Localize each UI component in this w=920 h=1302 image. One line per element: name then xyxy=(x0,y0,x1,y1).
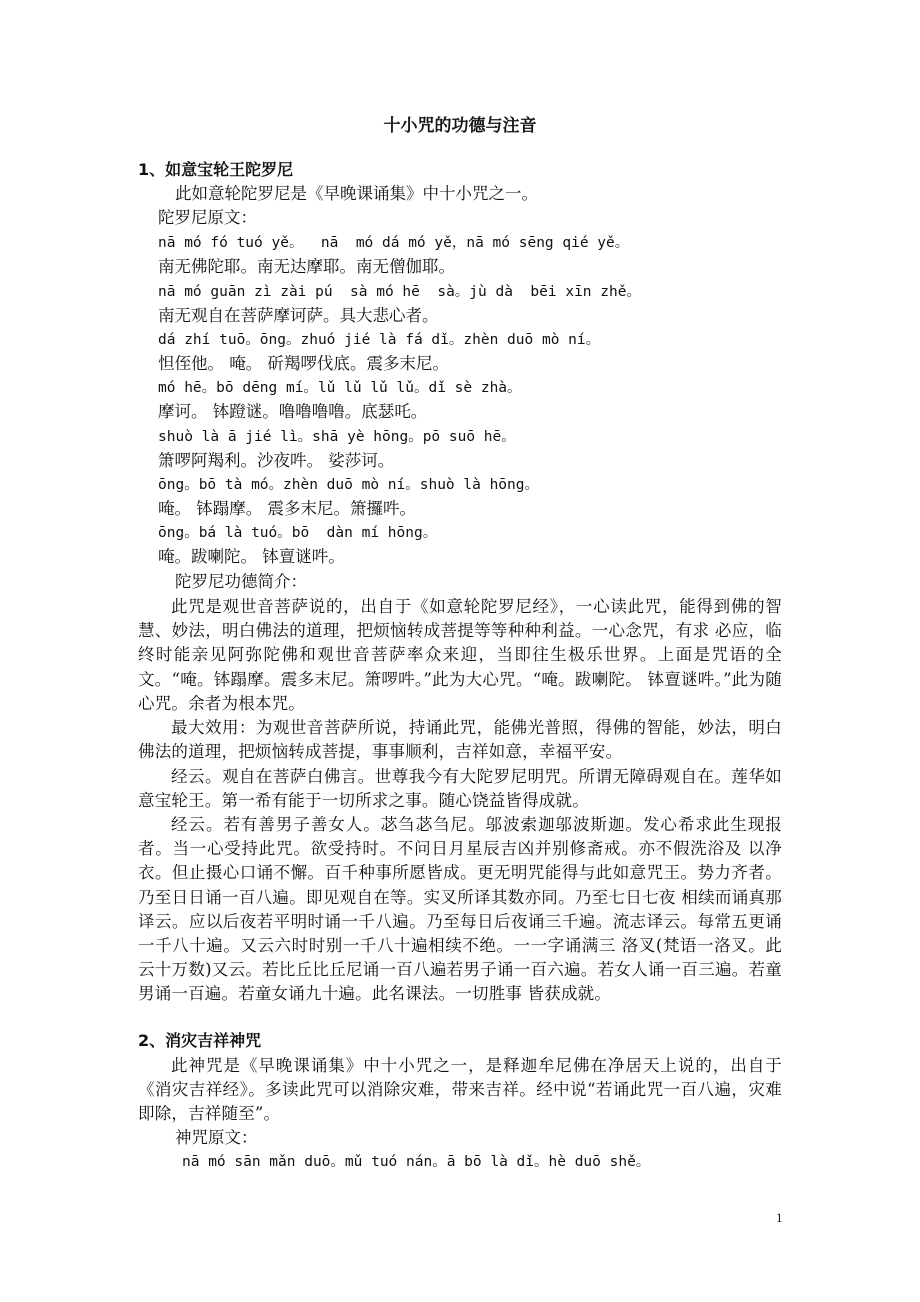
chinese-line-2: 南无观自在菩萨摩诃萨。具大悲心者。 xyxy=(158,306,439,325)
section-1-original-label: 陀罗尼原文： xyxy=(158,208,257,227)
pinyin-line-7: ōng。bá là tuó。bō dàn mí hōng。 xyxy=(158,525,438,541)
pinyin-line-2: nā mó guān zì zài pú sà mó hē sà。jù dà bēi xīn zhě。 xyxy=(158,284,641,300)
chinese-line-3: 怛侄他。 唵。 斫羯啰伐底。震多末尼。 xyxy=(158,354,449,373)
section-1-intro: 此如意轮陀罗尼是《早晚课诵集》中十小咒之一。 xyxy=(175,184,538,203)
pinyin-line-3: dá zhí tuō。ōng。zhuó jié là fá dǐ。zhèn duō mò ní。 xyxy=(158,332,601,348)
chinese-line-7: 唵。跋喇陀。 钵亶谜吽。 xyxy=(158,547,345,566)
chinese-line-6: 唵。 钵蹋摩。 震多末尼。箫攞吽。 xyxy=(158,499,416,518)
merit-paragraph-3: 经云。观自在菩萨白佛言。世尊我今有大陀罗尼明咒。所谓无障碍观自在。莲华如意宝轮王。第一希有能于一切所求之事。随心饶益皆得成就。 xyxy=(138,767,782,811)
section-1-heading: 1、如意宝轮王陀罗尼 xyxy=(138,160,294,179)
document-title: 十小咒的功德与注音 xyxy=(383,116,537,136)
pinyin-line-1: nā mó fó tuó yě。 nā mó dá mó yě，nā mó sēng qié yě。 xyxy=(158,235,630,251)
merit-paragraph-2: 最大效用：为观世音菩萨所说，持诵此咒，能佛光普照，得佛的智能，妙法，明白佛法的道理，把烦恼转成菩提，事事顺利，吉祥如意，幸福平安。 xyxy=(138,718,782,762)
section-1-merit-label: 陀罗尼功德简介： xyxy=(175,572,307,591)
section-2-paragraph: 此神咒是《早晚课诵集》中十小咒之一，是释迦牟尼佛在净居天上说的，出自于《消灾吉祥经》。多读此咒可以消除灾难，带来吉祥。经中说“若诵此咒一百八遍，灾难即除，吉祥随至”。 xyxy=(138,1056,782,1124)
pinyin-line-6: ōng。bō tà mó。zhèn duō mò ní。shuò là hōng。 xyxy=(158,477,539,493)
pinyin-line-4: mó hē。bō dēng mí。lǔ lǔ lǔ lǔ。dǐ sè zhà。 xyxy=(158,380,522,396)
section-2-original-label: 神咒原文： xyxy=(175,1128,258,1147)
section-2-pinyin-line-1: nā mó sān mǎn duō。mǔ tuó nán。ā bō là dǐ。hè duō shě。 xyxy=(182,1154,651,1170)
merit-paragraph-4: 经云。若有善男子善女人。苾刍苾刍尼。邬波索迦邬波斯迦。发心希求此生现报者。当一心受持此咒。欲受持时。不问日月星辰吉凶并别修斋戒。亦不假洗浴及 以净衣。但止摄心口诵不懈。百千种事所愿皆成。更无明咒能得与此如意咒王。势力齐者。乃至日日诵一百八遍。即见观自在等。实叉所译其数亦同。乃至七日七夜 相续而诵真那译云。应以后夜若平明时诵一千八遍。乃至每日后夜诵三千遍。流志译云。每常五更诵一千八十遍。又云六时时别一千八十遍相续不绝。一一字诵满三 洛叉(梵语一洛叉。此云十万数)又云。若比丘比丘尼诵一百八遍若男子诵一百六遍。若女人诵一百三遍。若童男诵一百遍。若童女诵九十遍。此名课法。一切胜事 皆获成就。 xyxy=(138,815,782,1004)
chinese-line-5: 箫啰阿羯利。沙夜吽。 娑莎诃。 xyxy=(158,451,395,470)
section-2-heading: 2、消灾吉祥神咒 xyxy=(138,1031,262,1050)
page-number: 1 xyxy=(776,1210,783,1225)
pinyin-line-5: shuò là ā jié lì。shā yè hōng。pō suō hē。 xyxy=(158,429,516,445)
chinese-line-4: 摩诃。 钵蹬谜。噜噜噜噜。底瑟吒。 xyxy=(158,402,428,421)
merit-paragraph-1: 此咒是观世音菩萨说的，出自于《如意轮陀罗尼经》，一心读此咒，能得到佛的智慧、妙法，明白佛法的道理，把烦恼转成菩提等等种种利益。一心念咒，有求 必应，临终时能亲见阿弥陀佛和观世音菩萨率众来迎，当即往生极乐世界。上面是咒语的全文。“唵。钵蹋摩。震多末尼。箫啰吽。”此为大心咒。“唵。跋喇陀。 钵亶谜吽。”此为随心咒。余者为根本咒。 xyxy=(138,597,782,713)
chinese-line-1: 南无佛陀耶。南无达摩耶。南无僧伽耶。 xyxy=(158,257,455,276)
